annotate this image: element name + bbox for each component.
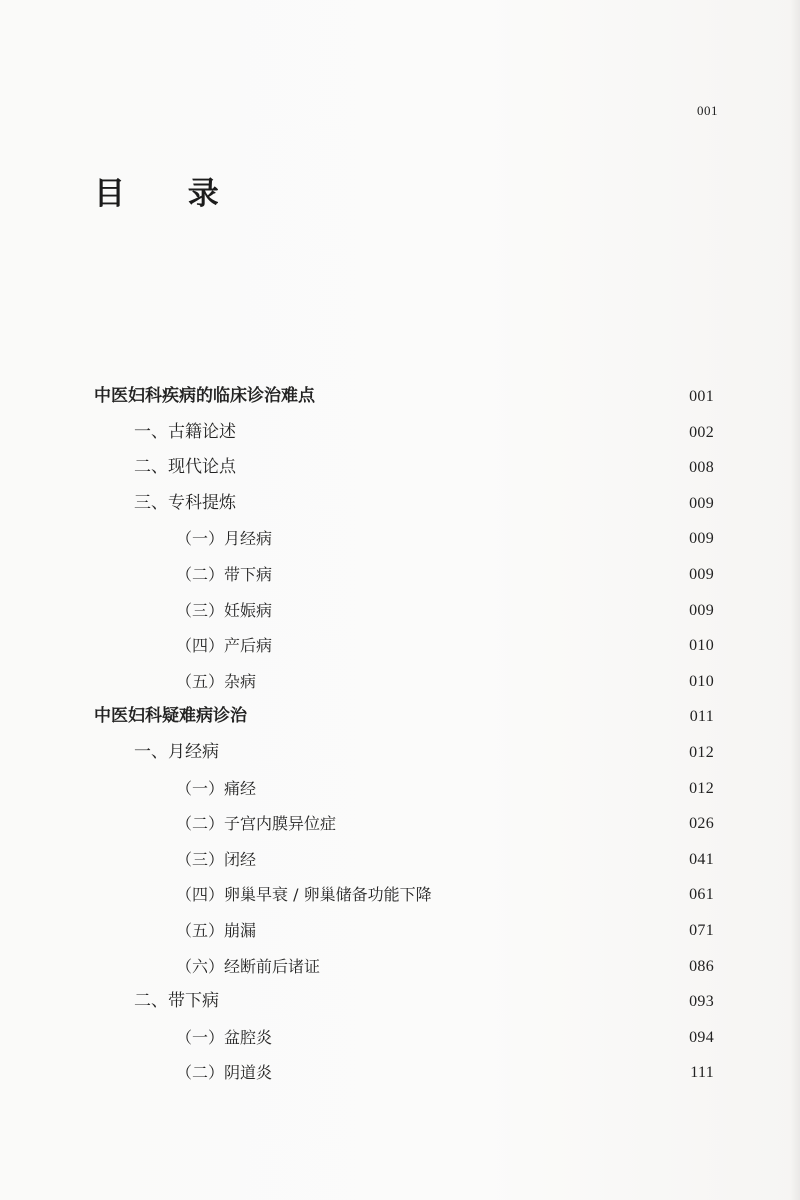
toc-subsection — [0, 593, 800, 629]
toc-subsection — [0, 842, 800, 878]
toc-entry-page: 009 — [689, 494, 714, 512]
toc-entry-page: 061 — [689, 886, 714, 904]
toc-entry-page: 094 — [689, 1028, 714, 1046]
toc-entry-label: （五）崩漏 — [176, 920, 257, 940]
toc-entry-label: 中医妇科疑难病诊治 — [94, 706, 247, 727]
page-title: 目 录 — [94, 176, 245, 212]
toc-entry-label: 一、月经病 — [134, 741, 219, 762]
toc-entry-page: 008 — [689, 459, 714, 477]
toc-entry-label: 中医妇科疾病的临床诊治难点 — [94, 386, 315, 406]
toc-subsection — [0, 913, 800, 949]
toc-entry-page: 009 — [689, 601, 714, 619]
page-number: 001 — [697, 103, 718, 118]
toc-entry-label: （三）妊娠病 — [176, 600, 273, 620]
toc-entry-page: 012 — [689, 743, 714, 761]
toc-section — [0, 735, 800, 771]
toc-subsection — [0, 771, 800, 807]
toc-entry-page: 071 — [689, 921, 714, 939]
toc-entry-label: （五）杂病 — [176, 671, 257, 691]
toc-entry-label: 二、带下病 — [134, 991, 219, 1012]
toc-entry-page: 009 — [689, 530, 714, 548]
toc-section — [0, 486, 800, 522]
toc-entry-label: 一、古籍论述 — [134, 421, 236, 442]
toc-entry-page: 009 — [689, 565, 714, 583]
toc-entry-page: 011 — [689, 708, 714, 726]
toc-subsection — [0, 877, 800, 913]
toc-entry-page: 010 — [689, 672, 714, 690]
toc-subsection — [0, 557, 800, 593]
toc-section — [0, 984, 800, 1020]
toc-entry-label: （二）子宫内膜异位症 — [176, 814, 337, 834]
toc-subsection — [0, 628, 800, 664]
toc-subsection — [0, 1055, 800, 1091]
toc-entry-page: 041 — [689, 850, 714, 868]
table-of-contents — [0, 379, 800, 1091]
toc-entry-page: 002 — [689, 423, 714, 441]
toc-section — [0, 415, 800, 451]
toc-chapter — [0, 379, 800, 415]
toc-subsection — [0, 1020, 800, 1056]
toc-section — [0, 450, 800, 486]
toc-entry-label: （二）阴道炎 — [176, 1063, 273, 1083]
toc-entry-label: （二）带下病 — [176, 564, 273, 584]
toc-subsection — [0, 664, 800, 700]
toc-chapter — [0, 699, 800, 735]
toc-entry-label: （一）痛经 — [176, 778, 257, 798]
toc-entry-page: 093 — [689, 993, 714, 1011]
toc-entry-label: 三、专科提炼 — [134, 492, 236, 513]
toc-entry-label: （四）产后病 — [176, 636, 273, 656]
toc-subsection — [0, 949, 800, 985]
toc-entry-page: 010 — [689, 637, 714, 655]
toc-subsection — [0, 521, 800, 557]
toc-entry-label: （一）月经病 — [176, 529, 273, 549]
toc-entry-label: （三）闭经 — [176, 849, 257, 869]
toc-entry-page: 111 — [690, 1064, 714, 1082]
toc-subsection — [0, 806, 800, 842]
toc-entry-label: （六）经断前后诸证 — [176, 956, 321, 976]
toc-entry-page: 026 — [689, 815, 714, 833]
toc-entry-page: 001 — [689, 388, 714, 405]
toc-entry-label: 二、现代论点 — [134, 457, 236, 478]
toc-entry-label: （一）盆腔炎 — [176, 1027, 273, 1047]
toc-entry-page: 012 — [689, 779, 714, 797]
toc-entry-label: （四）卵巢早衰 / 卵巢储备功能下降 — [176, 885, 432, 905]
toc-entry-page: 086 — [689, 957, 714, 975]
